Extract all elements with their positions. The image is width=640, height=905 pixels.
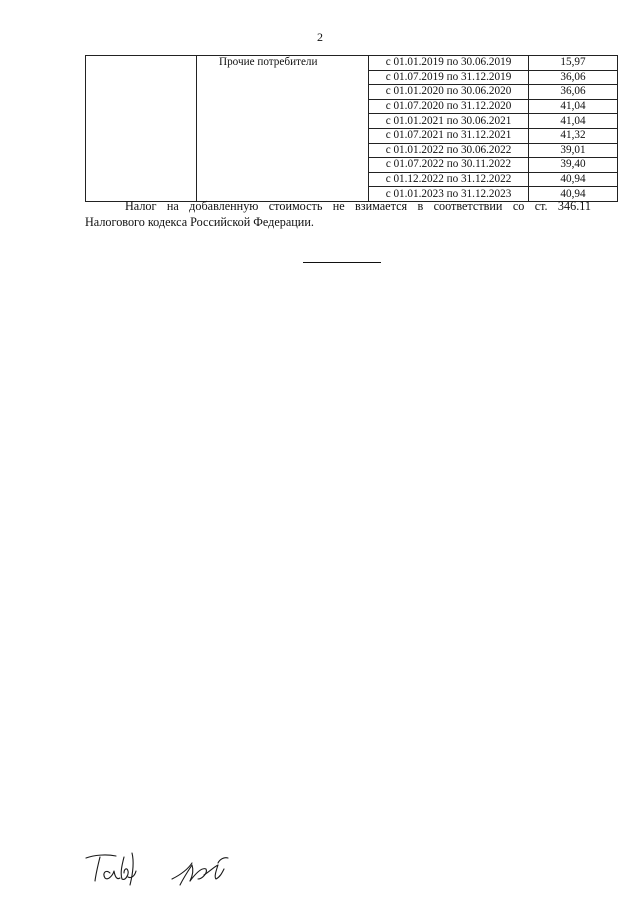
consumer-group-cell: Прочие потребители	[197, 56, 369, 202]
period-cell: с 01.07.2022 по 30.11.2022	[369, 158, 529, 173]
period-cell: с 01.07.2019 по 31.12.2019	[369, 70, 529, 85]
end-of-document-rule	[303, 262, 381, 263]
handwritten-initials	[80, 845, 260, 895]
value-cell: 39,40	[529, 158, 618, 173]
value-cell: 41,32	[529, 128, 618, 143]
table-row	[86, 56, 618, 71]
value-cell: 40,94	[529, 187, 618, 202]
page-number: 2	[317, 30, 323, 44]
value-cell: 41,04	[529, 99, 618, 114]
value-cell: 36,06	[529, 70, 618, 85]
vat-note-line-2: Налогового кодекса Российской Федерации.	[85, 214, 314, 229]
value-cell: 15,97	[529, 56, 618, 71]
vat-note	[85, 199, 591, 230]
period-cell: с 01.01.2022 по 30.06.2022	[369, 143, 529, 158]
period-cell: с 01.01.2020 по 30.06.2020	[369, 85, 529, 100]
value-cell: 41,04	[529, 114, 618, 129]
vat-note-line-1: Налог на добавленную стоимость не взимается в соответствии со ст. 346.11	[125, 199, 591, 213]
tariff-table-body	[86, 56, 618, 202]
period-cell: с 01.01.2019 по 30.06.2019	[369, 56, 529, 71]
period-cell: с 01.01.2021 по 30.06.2021	[369, 114, 529, 129]
period-cell: с 01.07.2021 по 31.12.2021	[369, 128, 529, 143]
period-cell: с 01.01.2023 по 31.12.2023	[369, 187, 529, 202]
value-cell: 40,94	[529, 172, 618, 187]
period-cell: с 01.12.2022 по 31.12.2022	[369, 172, 529, 187]
period-cell: с 01.07.2020 по 31.12.2020	[369, 99, 529, 114]
value-cell: 36,06	[529, 85, 618, 100]
value-cell: 39,01	[529, 143, 618, 158]
tariff-table	[85, 55, 618, 202]
blank-cell	[86, 56, 197, 202]
